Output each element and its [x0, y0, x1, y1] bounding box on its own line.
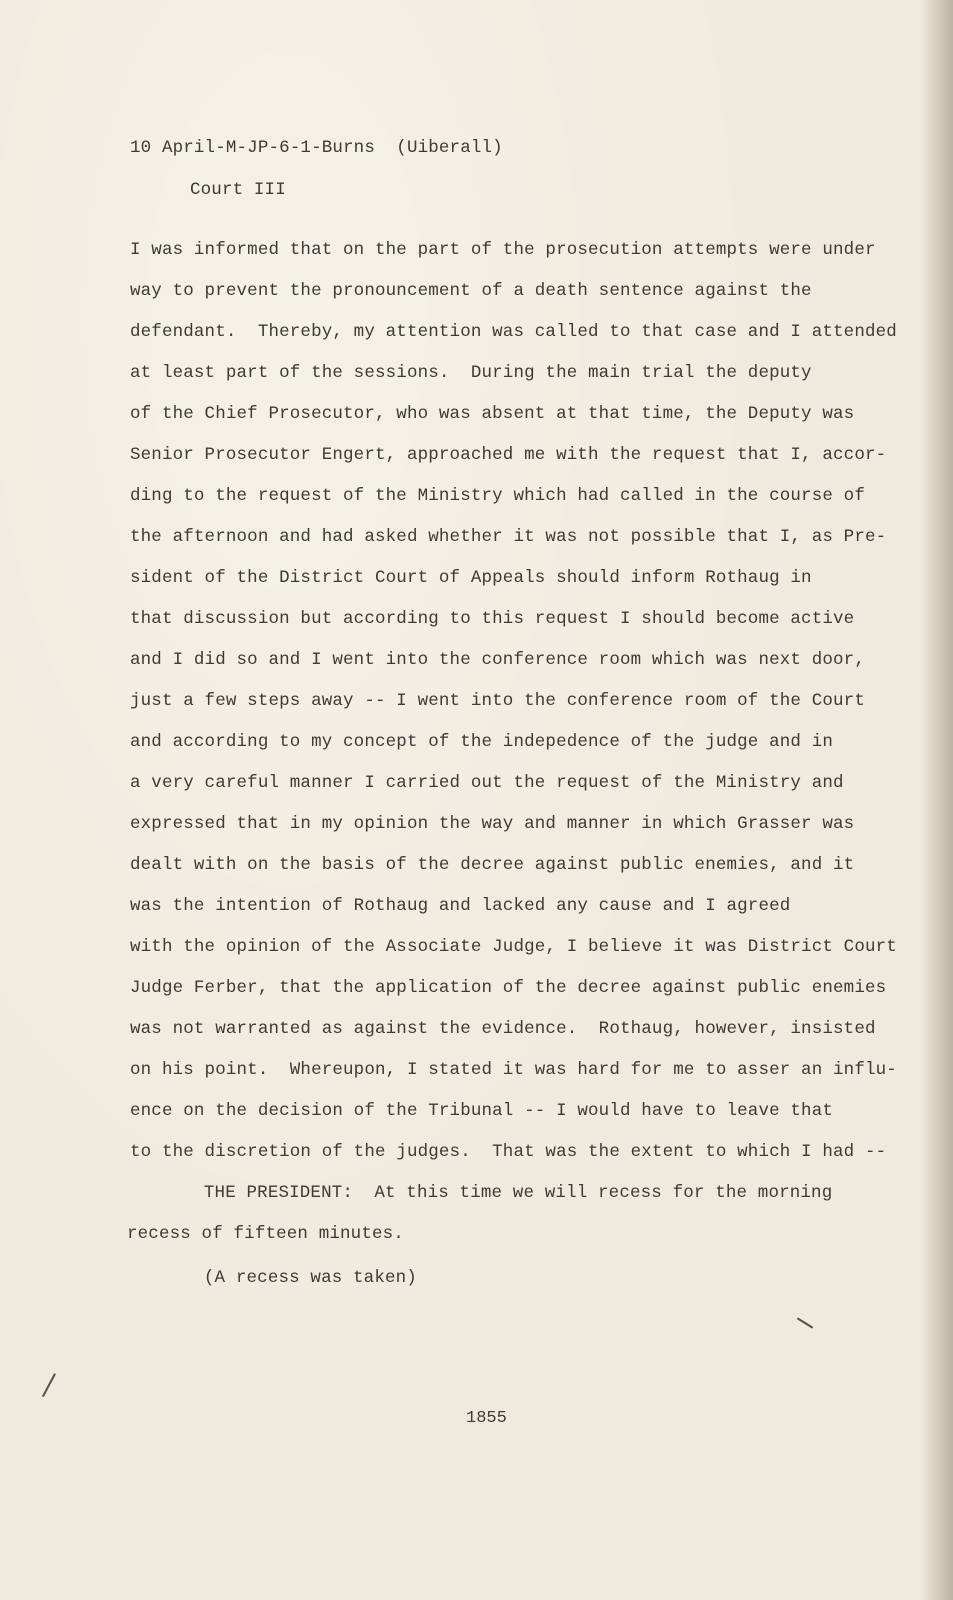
body-line: was not warranted as against the evidence. Rothaug, however, insisted: [130, 1019, 876, 1039]
body-line: on his point. Whereupon, I stated it was hard for me to asser an influ-: [130, 1060, 897, 1080]
body-line: Judge Ferber, that the application of the decree against public enemies: [130, 978, 887, 998]
body-line: and according to my concept of the indepedence of the judge and in: [130, 732, 834, 752]
pencil-mark: [797, 1317, 813, 1328]
body-line: recess of fifteen minutes.: [127, 1224, 404, 1244]
document-header: 10 April-M-JP-6-1-Burns (Uiberall): [130, 138, 503, 158]
body-line: sident of the District Court of Appeals should inform Rothaug in: [130, 568, 812, 588]
body-line: (A recess was taken): [140, 1268, 417, 1288]
body-line: was the intention of Rothaug and lacked any cause and I agreed: [130, 896, 791, 916]
pencil-mark: [42, 1373, 56, 1397]
body-line: expressed that in my opinion the way and manner in which Grasser was: [130, 814, 855, 834]
body-line: to the discretion of the judges. That was the extent to which I had --: [130, 1142, 887, 1162]
body-line: of the Chief Prosecutor, who was absent at that time, the Deputy was: [130, 404, 855, 424]
body-line: Senior Prosecutor Engert, approached me with the request that I, accor-: [130, 445, 887, 465]
body-line: I was informed that on the part of the prosecution attempts were under: [130, 240, 876, 260]
body-line: a very careful manner I carried out the request of the Ministry and: [130, 773, 844, 793]
court-label: Court III: [190, 180, 286, 200]
body-line: just a few steps away -- I went into the conference room of the Court: [130, 691, 865, 711]
body-line: at least part of the sessions. During the main trial the deputy: [130, 363, 812, 383]
body-line: with the opinion of the Associate Judge, I believe it was District Court: [130, 937, 897, 957]
body-line: ding to the request of the Ministry which had called in the course of: [130, 486, 865, 506]
body-line: and I did so and I went into the conference room which was next door,: [130, 650, 865, 670]
body-line: ence on the decision of the Tribunal -- I would have to leave that: [130, 1101, 834, 1121]
page-number: 1855: [466, 1409, 507, 1428]
body-line: that discussion but according to this request I should become active: [130, 609, 855, 629]
body-line: THE PRESIDENT: At this time we will recess for the morning: [140, 1183, 833, 1203]
body-line: defendant. Thereby, my attention was called to that case and I attended: [130, 322, 897, 342]
body-line: way to prevent the pronouncement of a death sentence against the: [130, 281, 812, 301]
body-line: the afternoon and had asked whether it was not possible that I, as Pre-: [130, 527, 887, 547]
body-line: dealt with on the basis of the decree against public enemies, and it: [130, 855, 855, 875]
